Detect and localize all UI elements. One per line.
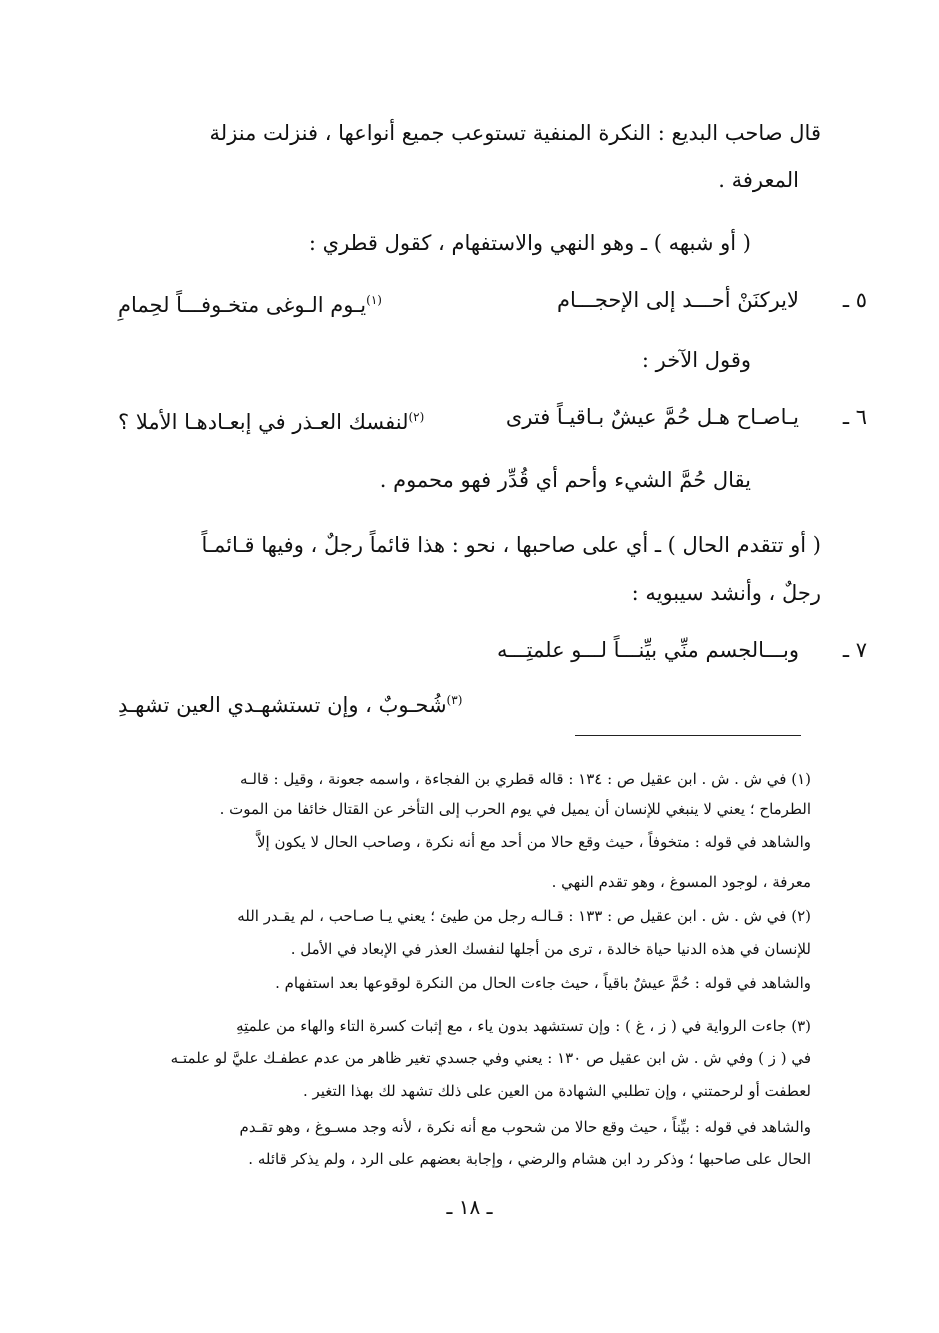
footnote-line: الحال على صاحبها ؛ وذكر رد ابن هشام والرضي ، وإجابة بعضهم على الرد ، ولم يذكر قائله . xyxy=(248,1150,811,1168)
footnote-line: معرفة ، لوجود المسوغ ، وهو تقدم النهي . xyxy=(551,873,811,891)
paragraph-line: ( أو شبهه ) ـ وهو النهي والاستفهام ، كقول قطري : xyxy=(308,231,751,255)
footnote-line: لعطفت أو لرحمتني ، وإن تطلبي الشهادة من العين على ذلك تشهد لك بهذا التغير . xyxy=(302,1082,811,1100)
footnote-ref: (٣) xyxy=(446,693,463,707)
footnote-line: (٣) جاءت الرواية في ( ز ، غ ) : وإن تستشهد بدون ياء ، مع إثبات كسرة التاء والهاء من علمتِهِ xyxy=(236,1017,811,1035)
verse-text: يـوم الـوغى متخـوفـــاً لحِمامِ xyxy=(118,293,367,317)
verse-text: شُحـوبٌ ، وإن تستشهـدي العين تشهـدِ xyxy=(118,693,447,717)
footnote-line: (١) في ش . ش . ابن عقيل ص : ١٣٤ : قاله قطري بن الفجاءة ، واسمه جعونة ، وقيل : قالـه xyxy=(240,770,811,788)
footnote-ref: (٢) xyxy=(408,410,425,424)
paragraph-line: يقال حُمَّ الشيء وأحم أي قُدِّر فهو محموم . xyxy=(379,468,751,492)
page-number: ـ ١٨ ـ xyxy=(446,1195,493,1219)
verse-text: لنفسك العـذر في إبعـادهـا الأملا ؟ xyxy=(118,410,409,434)
paragraph-line: قال صاحب البديع : النكرة المنفية تستوعب جميع أنواعها ، فنزلت منزلة xyxy=(209,121,821,145)
verse-number: ٥ ـ xyxy=(842,288,867,312)
paragraph-line: وقول الآخر : xyxy=(641,348,751,372)
paragraph-line: المعرفة . xyxy=(718,168,799,192)
footnote-ref: (١) xyxy=(366,293,382,307)
footnote-line: الطرماح ؛ يعني لا ينبغي للإنسان أن يميل في يوم الحرب إلى التأخر عن القتال خائفا من الموت . xyxy=(219,800,811,818)
footnote-line: (٢) في ش . ش . ابن عقيل ص : ١٣٣ : قـالـه رجل من طيئ ؛ يعني يـا صـاحب ، لم يقـدر الله xyxy=(237,907,811,925)
verse-hemistich-first: وبـــالجسم منِّي بيِّنـــاً لـــو علمتِـــه xyxy=(496,638,799,662)
verse-number: ٦ ـ xyxy=(842,405,867,429)
verse-hemistich-second xyxy=(118,402,424,437)
footnote-line: والشاهد في قوله : متخوفاً ، حيث وقع حالا من أحد مع أنه نكرة ، وصاحب الحال لا يكون إلاَّ xyxy=(256,833,811,851)
verse-number: ٧ ـ xyxy=(842,638,867,662)
footnote-separator xyxy=(575,735,801,736)
footnote-line: في ( ز ) وفي ش . ش ابن عقيل ص ١٣٠ : يعني وفي جسدي تغير ظاهر من عدم عطفـك عليَّ لو علمتـه xyxy=(170,1049,811,1067)
footnote-line: والشاهد في قوله : حُمَّ عيشٌ باقياً ، حيث جاءت الحال من النكرة لوقوعها بعد استفهام . xyxy=(275,974,811,992)
verse-hemistich-first: يـاصـاح هـل حُمَّ عيشٌ بـاقيـاً فترى xyxy=(505,405,799,429)
footnote-line: والشاهد في قوله : بيِّناً ، حيث وقع حالا من شحوب مع أنه نكرة ، لأنه وجد مسـوغ ، وهو تقـدم xyxy=(239,1118,811,1136)
paragraph-line: رجلٌ ، وأنشد سيبويه : xyxy=(631,581,821,605)
verse-hemistich-second xyxy=(118,685,462,720)
footnote-line: للإنسان في هذه الدنيا حياة خالدة ، ترى من أجلها لنفسك العذر في الإبعاد في الأمل . xyxy=(290,940,811,958)
verse-hemistich-first: لايركنَنْ أحـــد إلى الإحجـــام xyxy=(557,288,799,312)
paragraph-line: ( أو تتقدم الحال ) ـ أي على صاحبها ، نحو : هذا قائماً رجلٌ ، وفيها قـائمـاً xyxy=(201,533,821,557)
verse-hemistich-second xyxy=(118,285,382,320)
